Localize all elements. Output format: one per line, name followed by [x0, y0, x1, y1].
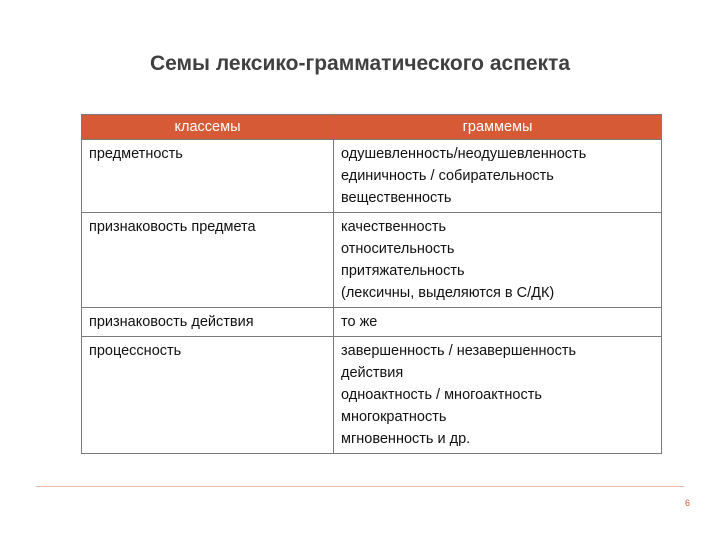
grammeme-line: завершенность / незавершенность — [341, 343, 577, 359]
column-header-classemes: классемы — [82, 115, 334, 140]
grammeme-line: то же — [341, 314, 378, 330]
semes-table — [81, 114, 662, 454]
table-row — [82, 308, 662, 337]
grammeme-line: одушевленность/неодушевленность — [341, 146, 587, 162]
grammemes-cell — [334, 308, 662, 337]
table-row — [82, 337, 662, 454]
grammeme-line: относительность — [341, 241, 455, 257]
classeme-text: процессность — [89, 343, 182, 359]
column-header-grammemes: граммемы — [334, 115, 662, 140]
classeme-text: предметность — [89, 146, 183, 162]
grammeme-line: действия — [341, 365, 404, 381]
grammeme-line: притяжательность — [341, 263, 465, 279]
slide-title: Семы лексико-грамматического аспекта — [149, 52, 571, 75]
grammemes-cell — [334, 337, 662, 454]
classeme-cell — [82, 308, 334, 337]
grammeme-line: единичность / собирательность — [341, 168, 554, 184]
grammeme-line: вещественность — [341, 190, 452, 206]
classeme-text: признаковость действия — [89, 314, 254, 330]
grammeme-line: (лексичны, выделяются в С/ДК) — [341, 285, 555, 301]
grammeme-line: мгновенность и др. — [341, 431, 471, 447]
classeme-cell — [82, 213, 334, 308]
table-row — [82, 140, 662, 213]
page-number: 6 — [684, 498, 690, 508]
table-header-row — [82, 115, 662, 140]
table-row — [82, 213, 662, 308]
grammemes-cell — [334, 213, 662, 308]
classeme-text: признаковость предмета — [89, 219, 256, 235]
classeme-cell — [82, 140, 334, 213]
footer-divider — [36, 486, 684, 487]
classeme-cell — [82, 337, 334, 454]
grammeme-line: качественность — [341, 219, 447, 235]
grammemes-cell — [334, 140, 662, 213]
grammeme-line: одноактность / многоактность — [341, 387, 542, 403]
grammeme-line: многократность — [341, 409, 447, 425]
